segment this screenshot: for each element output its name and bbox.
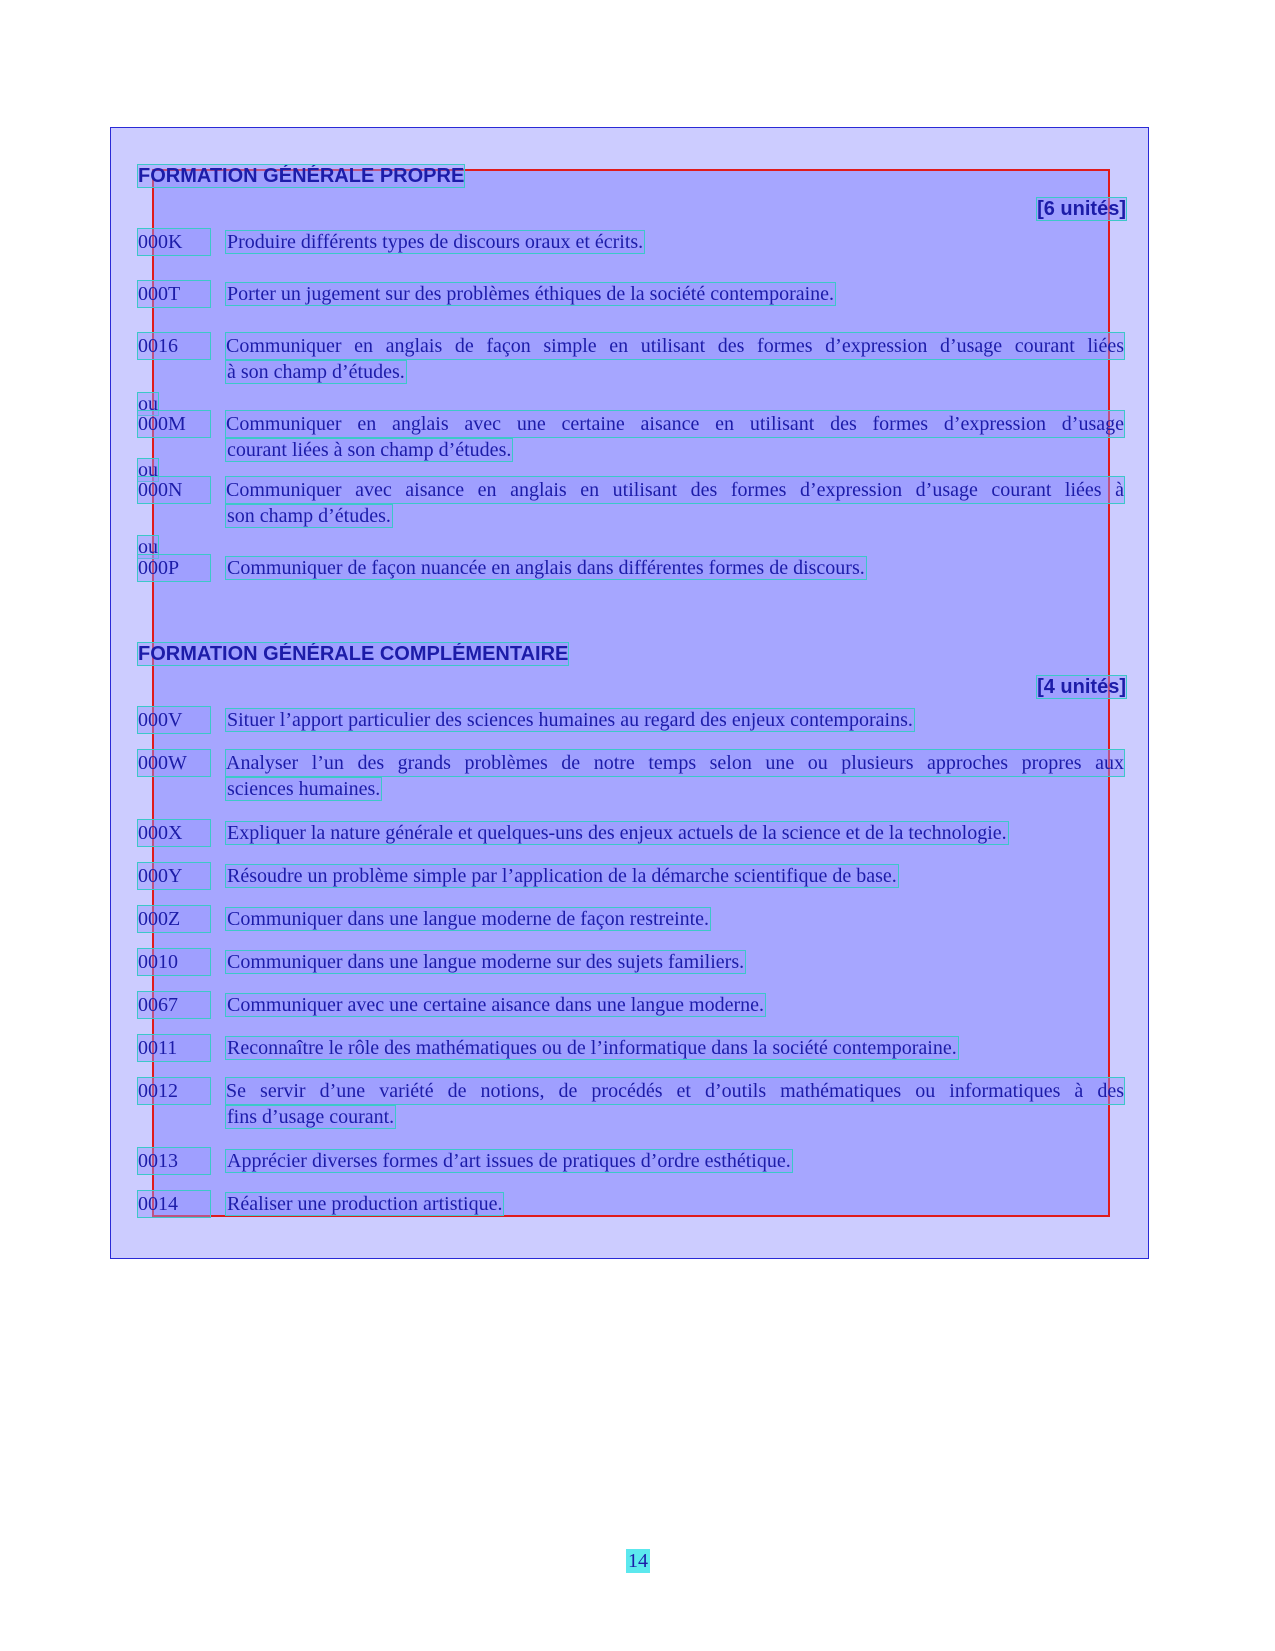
course-description-line: Se servir d’une variété de notions, de procédés et d’outils mathématiques ou informatiques à des [226, 1080, 1124, 1102]
course-description-line: Communiquer en anglais avec une certaine aisance en utilisant des formes d’expression d’usage [226, 413, 1124, 435]
course-code: 000T [138, 281, 210, 307]
course-description [226, 906, 1124, 932]
course-description-line: Communiquer dans une langue moderne de façon restreinte. [227, 908, 710, 930]
section-heading-formation-generale-propre: FORMATION GÉNÉRALE PROPRE [138, 165, 465, 187]
course-code: 000Z [138, 906, 210, 932]
course-description [226, 1078, 1124, 1130]
course-code: 000V [138, 707, 210, 733]
course-description-line: courant liées à son champ d’études. [227, 439, 512, 461]
connector-ou: ou [138, 393, 158, 415]
course-description-line: à son champ d’études. [227, 361, 405, 383]
section-units: [4 unités] [1037, 676, 1126, 698]
course-description [226, 555, 1124, 581]
course-description-line: Réaliser une production artistique. [227, 1193, 503, 1215]
course-description [226, 863, 1124, 889]
course-description [226, 477, 1124, 529]
course-description [226, 707, 1124, 733]
section-heading-formation-generale-complementaire: FORMATION GÉNÉRALE COMPLÉMENTAIRE [138, 643, 569, 665]
course-description-line: Situer l’apport particulier des sciences humaines au regard des enjeux contemporains. [227, 709, 913, 731]
course-code: 0012 [138, 1078, 210, 1104]
course-code: 0067 [138, 992, 210, 1018]
course-code: 0014 [138, 1191, 210, 1217]
course-description-line: Porter un jugement sur des problèmes éthiques de la société contemporaine. [227, 283, 835, 305]
course-code: 0013 [138, 1148, 210, 1174]
connector-ou: ou [138, 459, 158, 481]
course-code: 0016 [138, 333, 210, 359]
course-description [226, 1035, 1124, 1061]
course-description-line: Analyser l’un des grands problèmes de notre temps selon une ou plusieurs approches propres aux [226, 752, 1124, 774]
course-description [226, 333, 1124, 385]
course-code: 0011 [138, 1035, 210, 1061]
course-description [226, 750, 1124, 802]
course-description-line: son champ d’études. [227, 505, 391, 527]
course-description-line: Résoudre un problème simple par l’application de la démarche scientifique de base. [227, 865, 897, 887]
course-code: 000Y [138, 863, 210, 889]
document-content [138, 165, 1126, 1225]
course-description-line: Communiquer avec aisance en anglais en utilisant des formes d’expression d’usage courant liées à [226, 479, 1124, 501]
course-description-line: Produire différents types de discours oraux et écrits. [227, 231, 644, 253]
course-description-line: Expliquer la nature générale et quelques-uns des enjeux actuels de la science et de la technologie. [227, 822, 1007, 844]
course-description-line: Communiquer en anglais de façon simple en utilisant des formes d’expression d’usage courant liées [226, 335, 1124, 357]
connector-ou: ou [138, 536, 158, 558]
course-description [226, 281, 1124, 307]
course-description-line: fins d’usage courant. [227, 1106, 395, 1128]
course-description-line: sciences humaines. [227, 778, 381, 800]
course-code: 000K [138, 229, 210, 255]
course-description-line: Communiquer avec une certaine aisance dans une langue moderne. [227, 994, 765, 1016]
course-description-line: Communiquer dans une langue moderne sur des sujets familiers. [227, 951, 745, 973]
page-number: 14 [628, 1550, 648, 1572]
course-description [226, 992, 1124, 1018]
course-code: 000P [138, 555, 210, 581]
course-description [226, 1148, 1124, 1174]
course-description [226, 411, 1124, 463]
course-description [226, 1191, 1124, 1217]
section-units: [6 unités] [1037, 198, 1126, 220]
course-description-line: Reconnaître le rôle des mathématiques ou de l’informatique dans la société contemporaine. [227, 1037, 957, 1059]
course-description [226, 229, 1124, 255]
course-description-line: Apprécier diverses formes d’art issues de pratiques d’ordre esthétique. [227, 1150, 791, 1172]
course-code: 0010 [138, 949, 210, 975]
course-code: 000X [138, 820, 210, 846]
course-code: 000M [138, 411, 210, 437]
course-description [226, 820, 1124, 846]
course-code: 000W [138, 750, 210, 776]
course-description [226, 949, 1124, 975]
course-description-line: Communiquer de façon nuancée en anglais dans différentes formes de discours. [227, 557, 865, 579]
course-code: 000N [138, 477, 210, 503]
